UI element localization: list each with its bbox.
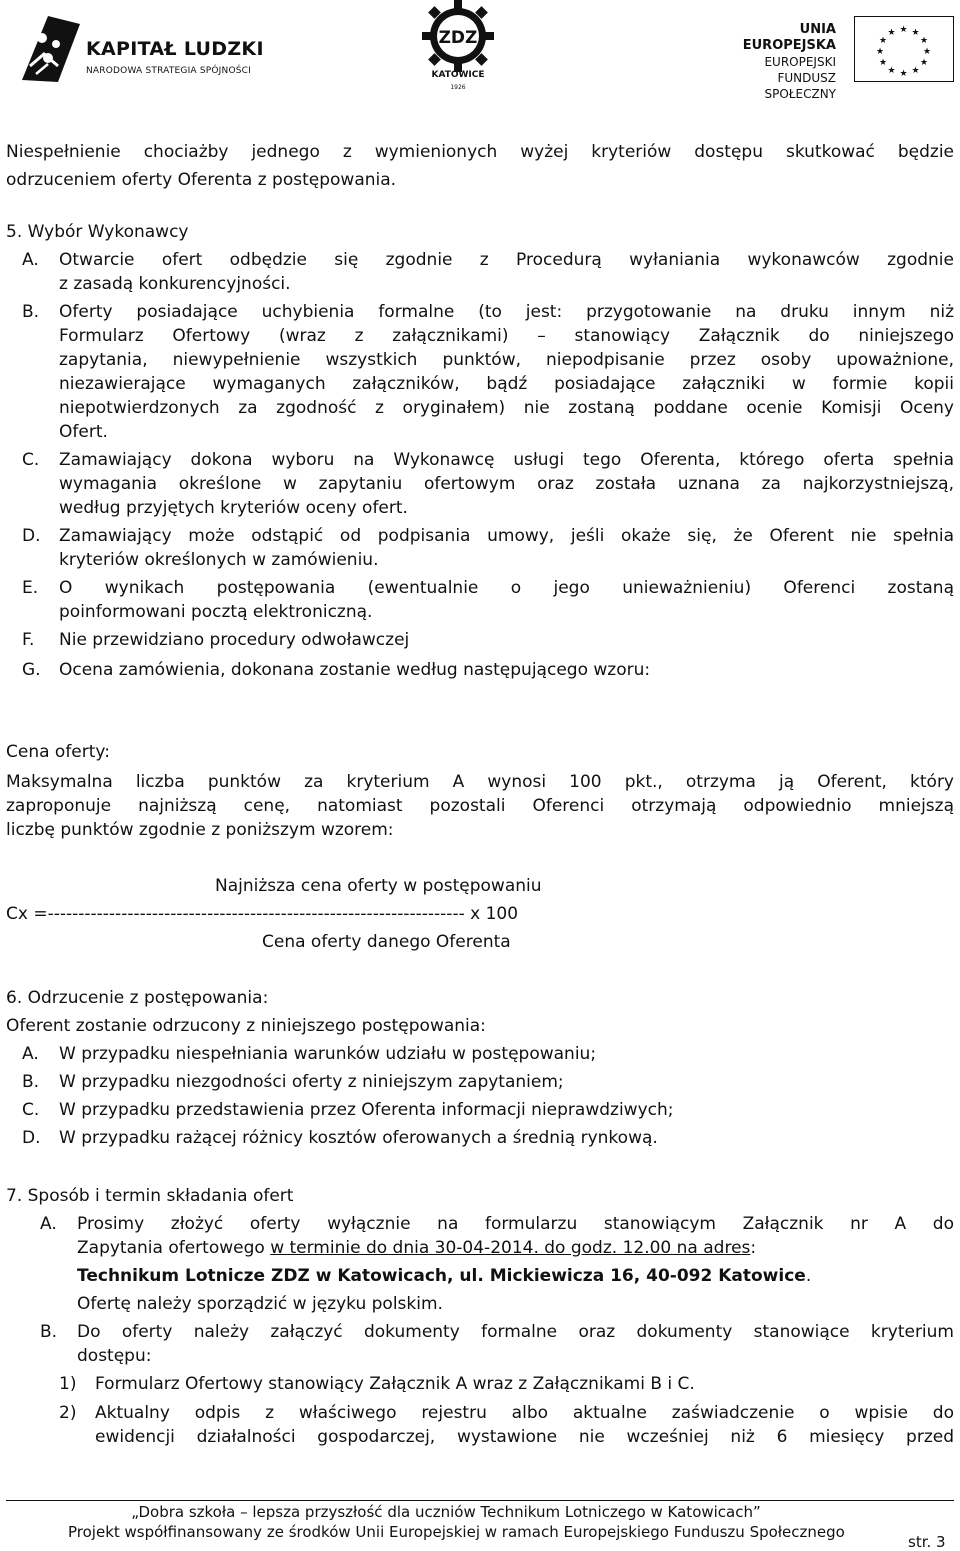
eu-flag-icon	[854, 16, 954, 82]
s5-d-marker: D.	[22, 526, 41, 546]
s6-item-text: W przypadku niespełniania warunków udziału w postępowaniu;	[59, 1044, 597, 1064]
s6-item-marker: D.	[22, 1128, 41, 1148]
s7-b-line-1: Do oferty należy załączyć dokumenty formalne oraz dokumenty stanowiące kryterium	[77, 1322, 954, 1342]
s6-item-text: W przypadku przedstawienia przez Oferenta informacji nieprawdziwych;	[59, 1100, 674, 1120]
page-number: str. 3	[908, 1533, 946, 1551]
s5-g-marker: G.	[22, 660, 41, 680]
kapital-ludzki-logo	[18, 14, 268, 84]
s7-b-sub-2-line-2: ewidencji działalności gospodarczej, wystawione nie wcześniej niż 6 miesięcy przed	[95, 1427, 954, 1447]
zdz-year: 1926	[450, 84, 466, 91]
zdz-mark: ZDZ	[438, 28, 478, 48]
s6-item-marker: C.	[22, 1100, 40, 1120]
eu-fund-label-2: FUNDUSZ SPOŁECZNY	[764, 71, 836, 101]
s6-item-marker: B.	[22, 1072, 40, 1092]
s5-b-line-2: Formularz Ofertowy (wraz z załącznikami) – stanowiący Załącznik do niniejszego	[59, 326, 954, 346]
s5-b-line-4: niezawierające wymaganych załączników, bądź posiadające załączniki w formie kopii	[59, 374, 954, 394]
s7-a-line-3	[77, 1266, 811, 1286]
s5-b-line-6: Ofert.	[59, 422, 108, 442]
section-7-heading: 7. Sposób i termin składania ofert	[6, 1186, 294, 1206]
s5-c-marker: C.	[22, 450, 40, 470]
s5-e-line-2: poinformowani pocztą elektroniczną.	[59, 602, 373, 622]
price-heading: Cena oferty:	[6, 742, 110, 762]
s7-a-line-2-end: :	[750, 1238, 757, 1258]
formula-denominator: Cena oferty danego Oferenta	[262, 932, 511, 952]
zdz-gear-icon	[414, 0, 502, 72]
svg-text:★: ★	[887, 28, 896, 38]
s7-b-sub-2-marker: 2)	[59, 1403, 77, 1423]
s5-e-marker: E.	[22, 578, 39, 598]
s5-d-line-1: Zamawiający może odstąpić od podpisania umowy, jeśli okaże się, że Oferent nie spełnia	[59, 526, 954, 546]
svg-text:★: ★	[878, 36, 888, 46]
svg-text:★: ★	[899, 69, 908, 79]
s5-b-line-5: niepotwierdzonych za zgodność z oryginałem) nie zostaną poddane ocenie Komisji Oceny	[59, 398, 954, 418]
s6-item-text: W przypadku rażącej różnicy kosztów oferowanych a średnią rynkową.	[59, 1128, 658, 1148]
footer-cofinancing-note: Projekt współfinansowany ze środków Unii Europejskiej w ramach Europejskiego Funduszu Społecznego	[68, 1523, 845, 1541]
s5-g-line-1: Ocena zamówienia, dokonana zostanie według następującego wzoru:	[59, 660, 651, 680]
svg-text:★: ★	[875, 47, 885, 57]
s6-item-marker: A.	[22, 1044, 39, 1064]
svg-text:★: ★	[922, 47, 932, 57]
svg-text:★: ★	[899, 25, 908, 35]
submission-address: Technikum Lotnicze ZDZ w Katowicach, ul. Mickiewicza 16, 40-092 Katowice	[77, 1266, 806, 1286]
s5-f-line-1: Nie przewidziano procedury odwoławczej	[59, 630, 410, 650]
price-line-3: liczbę punktów zgodnie z poniższym wzorem:	[6, 820, 394, 840]
s7-a-line-1: Prosimy złożyć oferty wyłącznie na formularzu stanowiącym Załącznik nr A do	[77, 1214, 954, 1234]
s7-a-line-3-end: .	[805, 1266, 812, 1286]
section-6-heading: 6. Odrzucenie z postępowania:	[6, 988, 269, 1008]
s5-c-line-2: wymagania określone w zapytaniu ofertowym oraz została uznana za najkorzystniejszą,	[59, 474, 954, 494]
eu-logo-text	[714, 22, 836, 102]
s5-b-marker: B.	[22, 302, 40, 322]
submission-deadline: w terminie do dnia 30-04-2014. do godz. 12.00 na adres	[270, 1238, 751, 1258]
formula-numerator: Najniższa cena oferty w postępowaniu	[215, 876, 542, 896]
eu-union-label: UNIA EUROPEJSKA	[742, 22, 836, 53]
section-5-heading: 5. Wybór Wykonawcy	[6, 222, 189, 242]
intro-line-2: odrzuceniem oferty Oferenta z postępowania.	[6, 170, 397, 190]
s7-b-line-2: dostępu:	[77, 1346, 152, 1366]
svg-text:★: ★	[919, 36, 929, 46]
s5-a-marker: A.	[22, 250, 39, 270]
s7-a-marker: A.	[40, 1214, 57, 1234]
s5-a-line-2: z zasadą konkurencyjności.	[59, 274, 291, 294]
kapital-ludzki-emblem-icon	[18, 14, 84, 84]
s5-a-line-1: Otwarcie ofert odbędzie się zgodnie z Procedurą wyłaniania wykonawców zgodnie	[59, 250, 954, 270]
price-line-2: zaproponuje najniższą cenę, natomiast pozostali Oferenci otrzymają odpowiednio mniejszą	[6, 796, 954, 816]
s5-b-line-1: Oferty posiadające uchybienia formalne (to jest: przygotowanie na druku innym niż	[59, 302, 954, 322]
eu-fund-label-1: EUROPEJSKI	[764, 55, 836, 69]
s5-c-line-3: według przyjętych kryteriów oceny ofert.	[59, 498, 408, 518]
s6-intro: Oferent zostanie odrzucony z niniejszego postępowania:	[6, 1016, 486, 1036]
formula-fraction-line: Cx =-------------------------------------------------------------------- x 100	[6, 904, 519, 924]
s5-b-line-3: zapytania, niewypełnienie wszystkich punktów, niepodpisanie przez osoby upoważnione,	[59, 350, 954, 370]
s7-b-marker: B.	[40, 1322, 58, 1342]
s7-b-sub-1-marker: 1)	[59, 1374, 77, 1394]
footer-project-title: „Dobra szkoła – lepsza przyszłość dla uczniów Technikum Lotniczego w Katowicach”	[131, 1503, 761, 1521]
zdz-city: KATOWICE	[431, 70, 485, 80]
kapital-ludzki-subtitle: NARODOWA STRATEGIA SPÓJNOŚCI	[86, 66, 251, 76]
eu-stars-icon	[855, 17, 952, 80]
s7-a-line-2-start: Zapytania ofertowego	[77, 1238, 271, 1258]
kapital-ludzki-title: KAPITAŁ LUDZKI	[86, 38, 264, 60]
price-line-1: Maksymalna liczba punktów za kryterium A wynosi 100 pkt., otrzyma ją Oferent, który	[6, 772, 954, 792]
page-header	[0, 0, 960, 100]
zdz-katowice-logo	[414, 0, 502, 98]
svg-text:★: ★	[911, 28, 920, 38]
s7-b-sub-2-line-1: Aktualny odpis z właściwego rejestru albo aktualne zaświadczenie o wpisie do	[95, 1403, 954, 1423]
s7-a-line-2	[77, 1238, 756, 1258]
svg-text:★: ★	[919, 58, 929, 68]
intro-line-1: Niespełnienie chociażby jednego z wymienionych wyżej kryteriów dostępu skutkować będzie	[6, 142, 954, 162]
s5-e-line-1: O wynikach postępowania (ewentualnie o jego unieważnieniu) Oferenci zostaną	[59, 578, 954, 598]
s7-b-sub-1-text: Formularz Ofertowy stanowiący Załącznik A wraz z Załącznikami B i C.	[95, 1374, 695, 1394]
footer-divider	[6, 1500, 954, 1501]
s6-item-text: W przypadku niezgodności oferty z niniejszym zapytaniem;	[59, 1072, 564, 1092]
s5-d-line-2: kryteriów określonych w zamówieniu.	[59, 550, 379, 570]
svg-text:★: ★	[878, 58, 888, 68]
s5-f-marker: F.	[22, 630, 35, 650]
s7-a-line-4: Ofertę należy sporządzić w języku polskim.	[77, 1294, 443, 1314]
eu-logo	[714, 16, 954, 101]
svg-text:★: ★	[911, 66, 920, 76]
svg-text:★: ★	[887, 66, 896, 76]
s5-c-line-1: Zamawiający dokona wyboru na Wykonawcę usługi tego Oferenta, którego oferta spełnia	[59, 450, 954, 470]
